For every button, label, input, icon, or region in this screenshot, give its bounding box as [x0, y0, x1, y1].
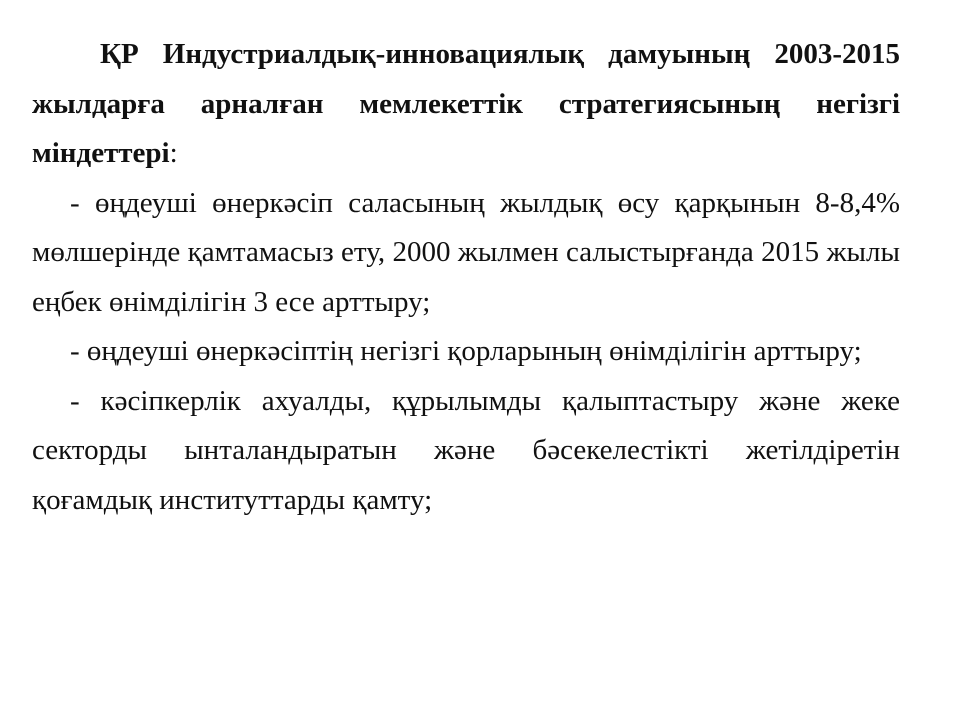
- slide-heading: [32, 30, 900, 179]
- slide-content: [32, 30, 900, 525]
- list-item: - өңдеуші өнеркәсіптің негізгі қорларының өнімділігін арттыру;: [70, 335, 862, 367]
- heading-text: ҚР Индустриалдық-инновациялық дамуының 2003-2015 жылдарға арналған мемлекеттік стратегиясының негізгі міндеттері: [32, 38, 900, 169]
- heading-colon: :: [169, 137, 178, 169]
- list-item: - кәсіпкерлік ахуалды, құрылымды қалыптастыру және жеке секторды ынталандыратын және бәсекелестікті жетілдіретін қоғамдық институттарды қамту;: [32, 384, 900, 516]
- list-item: - өңдеуші өнеркәсіп саласының жылдық өсу қарқынын 8-8,4% мөлшерінде қамтамасыз ету, 2000 жылмен салыстырғанда 2015 жылы еңбек өнімділігін 3 есе арттыру;: [32, 186, 900, 318]
